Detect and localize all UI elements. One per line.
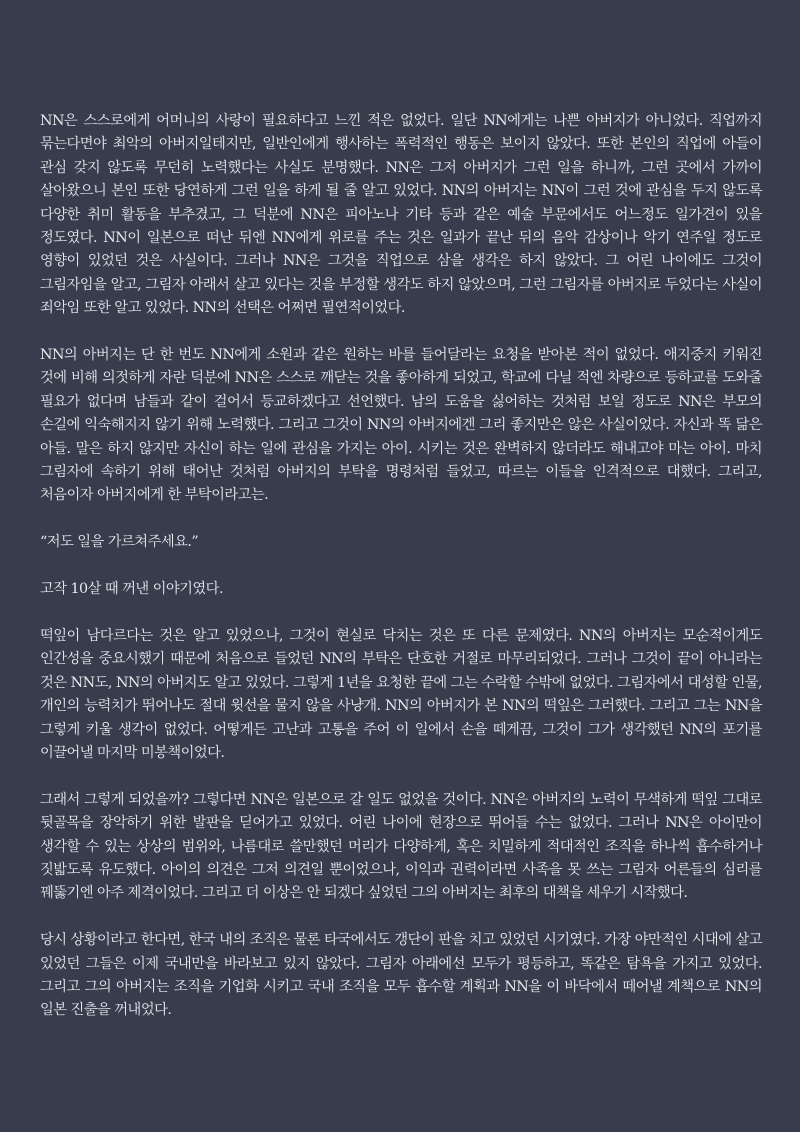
document-page xyxy=(40,110,762,1046)
paragraph-7: 당시 상황이라고 한다면, 한국 내의 조직은 물론 타국에서도 갱단이 판을 치고 있었던 시기였다. 가장 야만적인 시대에 살고 있었던 그들은 이제 국내만을 바라보고 있지 않았다. 그림자 아래에선 모두가 평등하고, 똑같은 탐욕을 가지고 있었다. 그리고 그의 아버지는 조직을 기업화 시키고 국내 조직을 모두 흡수할 계획과 NN을 이 바닥에서 떼어낼 계책으로 NN의 일본 진출을 꺼내었다. xyxy=(40,932,762,1019)
paragraph-5: 떡잎이 남다르다는 것은 알고 있었으나, 그것이 현실로 닥치는 것은 또 다른 문제였다. NN의 아버지는 모순적이게도 인간성을 중요시했기 때문에 처음으로 들었던 NN의 부탁은 단호한 거절로 마무리되었다. 그러나 그것이 끝이 아니라는 것은 NN도, NN의 아버지도 알고 있었다. 그렇게 1년을 요청한 끝에 그는 수락할 수밖에 없었다. 그림자에서 대성할 인물, 개인의 능력치가 뛰어나도 절대 윗선을 물지 않을 사냥개. NN의 아버지가 본 NN의 떡잎은 그러했다. 그리고 그는 NN을 그렇게 키울 생각이 없었다. 어떻게든 고난과 고통을 주어 이 일에서 손을 떼게끔, 그것이 그가 생각했던 NN의 포기를 이끌어낼 마지막 미봉책이었다. xyxy=(40,627,762,761)
quote-paragraph: “저도 일을 가르쳐주세요.” xyxy=(40,534,199,551)
paragraph-1: NN은 스스로에게 어머니의 사랑이 필요하다고 느낀 적은 없었다. 일단 NN에게는 나쁜 아버지가 아니었다. 직업까지 묶는다면야 최악의 아버지일테지만, 일반인에게 행사하는 폭력적인 행동은 보이지 않았다. 또한 본인의 직업에 아들이 관심 갖지 않도록 무던히 노력했다는 사실도 분명했다. NN은 그저 아버지가 그런 일을 하니까, 그런 곳에서 가까이 살아왔으니 본인 또한 당연하게 그런 일을 하게 될 줄 알고 있었다. NN의 아버지는 NN이 그런 것에 관심을 두지 않도록 다양한 취미 활동을 부추겼고, 그 덕분에 NN은 피아노나 기타 등과 같은 예술 부문에서도 어느정도 일가견이 있을 정도였다. NN이 일본으로 떠난 뒤엔 NN에게 위로를 주는 것은 일과가 끝난 뒤의 음악 감상이나 악기 연주일 정도로 영향이 있었던 것은 사실이다. 그러나 NN은 그것을 직업으로 삼을 생각은 하지 않았다. 그 어린 나이에도 그것이 그림자임을 알고, 그림자 아래서 살고 있다는 것을 부정할 생각도 하지 않았으며, 그런 그림자를 아버지로 두었다는 사실이 죄악임 또한 알고 있었다. NN의 선택은 어쩌면 필연적이었다. xyxy=(40,113,762,317)
paragraph-2: NN의 아버지는 단 한 번도 NN에게 소원과 같은 원하는 바를 들어달라는 요청을 받아본 적이 없었다. 애지중지 키워진 것에 비해 의젓하게 자란 덕분에 NN은 스스로 깨닫는 것을 좋아하게 되었고, 학교에 다닐 적엔 차량으로 등하교를 도와줄 필요가 없다며 남들과 같이 걸어서 등교하겠다고 선언했다. 남의 도움을 싫어하는 것처럼 보일 정도로 NN은 부모의 손길에 익숙해지지 않기 위해 노력했다. 그리고 그것이 NN의 아버지에겐 그리 좋지만은 않은 사실이었다. 자신과 똑 닮은 아들. 말은 하지 않지만 자신이 하는 일에 관심을 가지는 아이. 시키는 것은 완벽하지 않더라도 해내고야 마는 아이. 마치 그림자에 속하기 위해 태어난 것처럼 아버지의 부탁을 명령처럼 들었고, 따르는 이들을 인격적으로 대했다. 그리고, 처음이자 아버지에게 한 부탁이라고는. xyxy=(40,347,762,504)
paragraph-4: 고작 10살 때 꺼낸 이야기였다. xyxy=(40,581,223,598)
paragraph-6: 그래서 그렇게 되었을까? 그렇다면 NN은 일본으로 갈 일도 없었을 것이다. NN은 아버지의 노력이 무색하게 떡잎 그대로 뒷골목을 장악하기 위한 발판을 딛어가고 있었다. 어린 나이에 현장으로 뛰어들 수는 없었다. 그러나 NN은 아이만이 생각할 수 있는 상상의 범위와, 나름대로 쓸만했던 머리가 다양하게, 혹은 치밀하게 적대적인 조직을 하나씩 흡수하거나 짓밟도록 유도했다. 아이의 의견은 그저 의견일 뿐이었으나, 이익과 권력이라면 사족을 못 쓰는 그림자 어른들의 심리를 꿰뚫기엔 아주 제격이었다. 그리고 더 이상은 안 되겠다 싶었던 그의 아버지는 최후의 대책을 세우기 시작했다. xyxy=(40,791,762,902)
